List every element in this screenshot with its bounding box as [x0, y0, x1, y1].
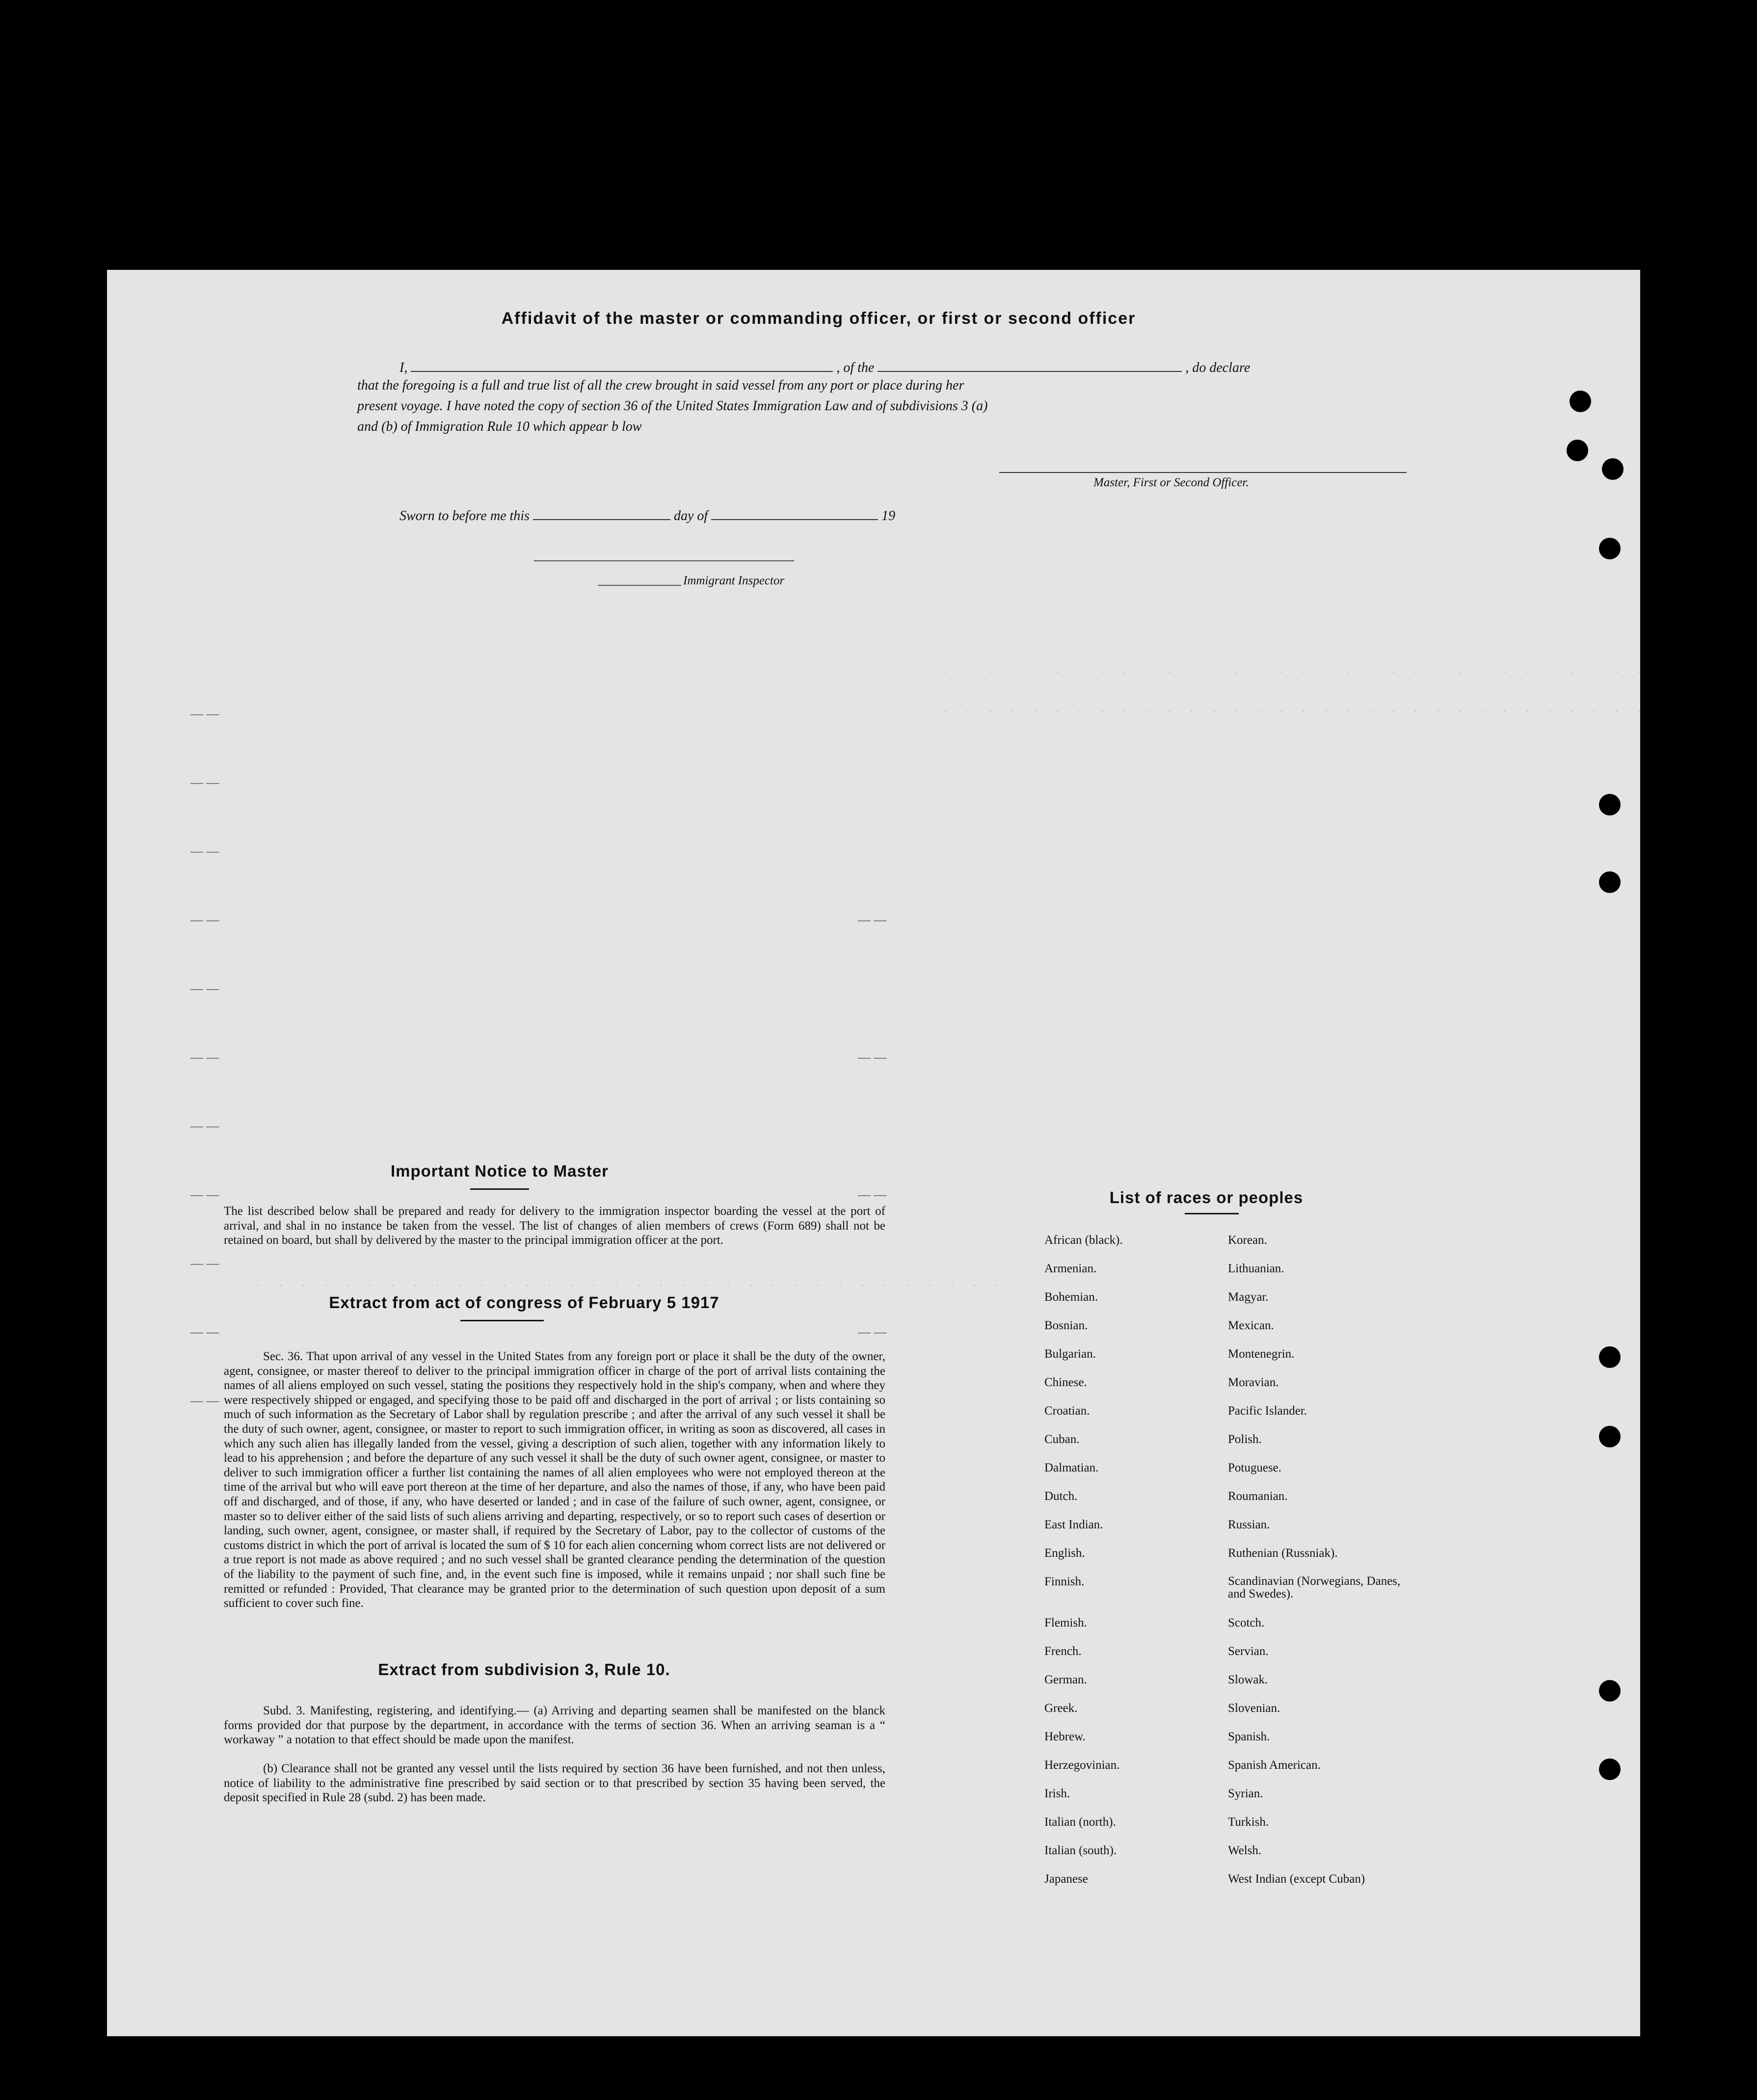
race-item: Hebrew.	[1044, 1730, 1086, 1743]
margin-dash: — —	[858, 1325, 887, 1339]
margin-dash: — —	[190, 981, 219, 996]
race-item: Spanish.	[1228, 1730, 1270, 1743]
margin-dash: — —	[190, 1325, 219, 1339]
bleed-through-row: . . . . . . . . . . . . . . . . . . . . . . . . . . . . . . . .	[941, 702, 1647, 717]
manifest-page	[107, 270, 1647, 2036]
race-item: Armenian.	[1044, 1262, 1097, 1275]
race-item: Croatian.	[1044, 1404, 1090, 1418]
rule-extract-para-b: (b) Clearance shall not be granted any vessel until the lists required by section 36 have been furnished, and not then unless, notice of liability to the administrative fine prescribed by said section or to that prescribed by section 35 having been served, the deposit specified in Rule 28 (subd. 2) has been made.	[224, 1762, 885, 1805]
punch-hole	[1602, 458, 1624, 480]
inspector-signature-line-2[interactable]	[598, 585, 681, 586]
margin-dash: — —	[190, 913, 219, 927]
race-item: Flemish.	[1044, 1616, 1087, 1629]
race-item: Montenegrin.	[1228, 1347, 1295, 1361]
race-item: West Indian (except Cuban)	[1228, 1872, 1365, 1886]
race-item: Italian (north).	[1044, 1815, 1116, 1829]
master-name-field[interactable]	[411, 356, 833, 372]
race-item: Ruthenian (Russniak).	[1228, 1547, 1338, 1560]
race-item: Slovenian.	[1228, 1702, 1280, 1715]
rule-extract-title: Extract from subdivision 3, Rule 10.	[378, 1660, 670, 1679]
margin-dash: — —	[190, 1393, 219, 1408]
punch-hole	[1599, 1426, 1621, 1447]
sworn-day-field[interactable]	[533, 504, 670, 520]
race-item: Greek.	[1044, 1702, 1078, 1715]
affidavit-line4: and (b) of Immigration Rule 10 which appear b low	[357, 419, 642, 434]
race-item: African (black).	[1044, 1234, 1123, 1247]
race-item: Italian (south).	[1044, 1844, 1117, 1857]
notice-title: Important Notice to Master	[390, 1162, 609, 1180]
race-item: Finnish.	[1044, 1575, 1085, 1588]
race-item: Lithuanian.	[1228, 1262, 1284, 1275]
act-extract-title: Extract from act of congress of February 5 1917	[329, 1293, 719, 1312]
i-label: I,	[399, 360, 408, 375]
sworn-month-field[interactable]	[711, 504, 878, 520]
margin-dash: — —	[190, 707, 219, 721]
inspector-signature-line-1[interactable]	[534, 560, 794, 561]
affidavit-title: Affidavit of the master or commanding officer, or first or second officer	[501, 309, 1136, 328]
race-item: Potuguese.	[1228, 1461, 1282, 1474]
races-title: List of races or peoples	[1109, 1188, 1304, 1207]
race-item: Irish.	[1044, 1787, 1070, 1800]
margin-dash: — —	[190, 1256, 219, 1270]
margin-dash: — —	[190, 844, 219, 858]
punch-hole	[1599, 1759, 1621, 1780]
race-item: Slowak.	[1228, 1673, 1268, 1686]
master-signature-label: Master, First or Second Officer.	[1093, 476, 1249, 489]
notice-text: The list described below shall be prepared and ready for delivery to the immigration inspector boarding the vessel at the port of arrival, and shal in no instance be taken from the vessel. The list of changes of alien members of crews (Form 689) shall not be retained on board, but shall by delivered by the master to the principal immigration officer at the port.	[224, 1205, 885, 1247]
affidavit-line3: present voyage. I have noted the copy of section 36 of the United States Immigration Law and of subdivisions 3 (a)	[357, 398, 988, 414]
race-item: Pacific Islander.	[1228, 1404, 1307, 1418]
race-item: Roumanian.	[1228, 1490, 1288, 1503]
race-item: Bohemian.	[1044, 1290, 1098, 1304]
margin-dash: — —	[190, 1050, 219, 1064]
race-item: Herzegovinian.	[1044, 1759, 1120, 1772]
race-item: Dalmatian.	[1044, 1461, 1099, 1474]
race-item: Moravian.	[1228, 1376, 1279, 1389]
do-declare-label: , do declare	[1185, 360, 1251, 375]
race-item: Bosnian.	[1044, 1319, 1088, 1332]
race-item: Spanish American.	[1228, 1759, 1321, 1772]
affidavit-line1	[399, 356, 1411, 376]
race-item: Syrian.	[1228, 1787, 1263, 1800]
race-item: Dutch.	[1044, 1490, 1078, 1503]
punch-hole	[1599, 871, 1621, 893]
race-item: German.	[1044, 1673, 1087, 1686]
notice-title-underline	[470, 1188, 529, 1190]
of-the-label: , of the	[836, 360, 875, 375]
margin-dash: — —	[858, 1187, 887, 1202]
sworn-label: Sworn to before me this	[399, 508, 530, 524]
act-extract-underline	[460, 1320, 544, 1321]
race-item: Scandinavian (Norwegians, Danes, and Swedes).	[1228, 1575, 1401, 1601]
race-item: Welsh.	[1228, 1844, 1262, 1857]
race-item: Servian.	[1228, 1645, 1269, 1658]
races-title-underline	[1185, 1213, 1239, 1214]
punch-hole	[1599, 538, 1621, 559]
race-item: Japanese	[1044, 1872, 1088, 1886]
vessel-name-field[interactable]	[878, 356, 1182, 372]
margin-dash: — —	[858, 1050, 887, 1064]
race-item: Bulgarian.	[1044, 1347, 1096, 1361]
punch-hole	[1599, 794, 1621, 815]
year-label: 19	[881, 508, 896, 524]
margin-dash: — —	[190, 1187, 219, 1202]
race-item: Polish.	[1228, 1433, 1262, 1446]
punch-hole	[1570, 391, 1591, 412]
race-item: Cuban.	[1044, 1433, 1080, 1446]
race-item: East Indian.	[1044, 1518, 1103, 1531]
bleed-through-row: . . . . . . . . . . . . . . . . . . . . . . . . . . . . . . . . . .	[254, 1276, 1004, 1291]
race-item: Turkish.	[1228, 1815, 1269, 1829]
race-item: Russian.	[1228, 1518, 1270, 1531]
race-item: Korean.	[1228, 1234, 1267, 1247]
race-item: English.	[1044, 1547, 1085, 1560]
sworn-line	[399, 504, 895, 524]
day-of-label: day of	[673, 508, 708, 524]
margin-dash: — —	[190, 1119, 219, 1133]
master-signature-line[interactable]	[999, 472, 1407, 473]
race-item: Chinese.	[1044, 1376, 1087, 1389]
punch-hole	[1599, 1346, 1621, 1368]
race-item: Magyar.	[1228, 1290, 1269, 1304]
punch-hole	[1599, 1680, 1621, 1702]
race-item: Mexican.	[1228, 1319, 1274, 1332]
race-item: Scotch.	[1228, 1616, 1265, 1629]
bleed-through-row: . . . . . . . . . . . . . . . . . . . . . . . . . . . . . . . .	[941, 662, 1647, 678]
margin-dash: — —	[858, 913, 887, 927]
race-item: French.	[1044, 1645, 1082, 1658]
affidavit-line2: that the foregoing is a full and true list of all the crew brought in said vessel from any port or place during her	[357, 378, 964, 393]
punch-hole	[1567, 440, 1588, 461]
margin-dash: — —	[190, 775, 219, 789]
act-extract-text: Sec. 36. That upon arrival of any vessel in the United States from any foreign port or place it shall be the duty of the owner, agent, consignee, or master thereof to deliver to the principal immigration officer in charge of the port of arrival lists containing the names of all aliens employed on such vessel, stating the positions they respectively hold in the ship's company, when and where they were respectively shipped or engaged, and specifying those to be paid off and discharged in the port of arrival ; or lists containing so much of such information as the Secretary of Labor shall by regulation prescribe ; and after the arrival of any such vessel it shall be the duty of such owner, agent, consignee, or master to report to such immigration officer, in writing as soon as discovered, all cases in which any such alien has illegally landed from the vessel, giving a description of such alien, together with any information likely to lead to his apprehension ; and before the departure of any such vessel it shall be the duty of such owner agent, consignee, or master to deliver to such immigration officer a further list containing the names of all alien employees who were not employed thereon at the time of the arrival but who will eave port thereon at the time of her departure, and also the names of those, if any, who have been paid off and discharged, and of those, if any, who have deserted or landed ; and in case of the failure of such owner, agent, consignee, or master so to deliver either of the said lists of such aliens arriving and departing, respectively, or so to report such cases of desertion or landing, such owner, agent, consignee, or master shall, if required by the Secretary of Labor, pay to the collector of customs of the customs district in which the port of arrival is located the sum of $ 10 for each alien concerning whom correct lists are not delivered or a true report is not made as above required ; and no such vessel shall be granted clearance pending the determination of the question of the liability to the payment of such fine, and, in the event such fine is imposed, while it remains unpaid ; nor shall such fine be remitted or refunded : Provided, That clearance may be granted prior to the determination of such question upon deposit of a sum sufficient to cover such fine.	[224, 1350, 885, 1610]
rule-extract-para-a: Subd. 3. Manifesting, registering, and identifying.— (a) Arriving and departing seamen shall be manifested on the blanck forms provided dor that purpose by the department, in accordance with the terms of section 36. When an arriving seaman is a “ workaway ” a notation to that effect should be made upon the manifest.	[224, 1704, 885, 1747]
inspector-label: Immigrant Inspector	[683, 574, 785, 587]
